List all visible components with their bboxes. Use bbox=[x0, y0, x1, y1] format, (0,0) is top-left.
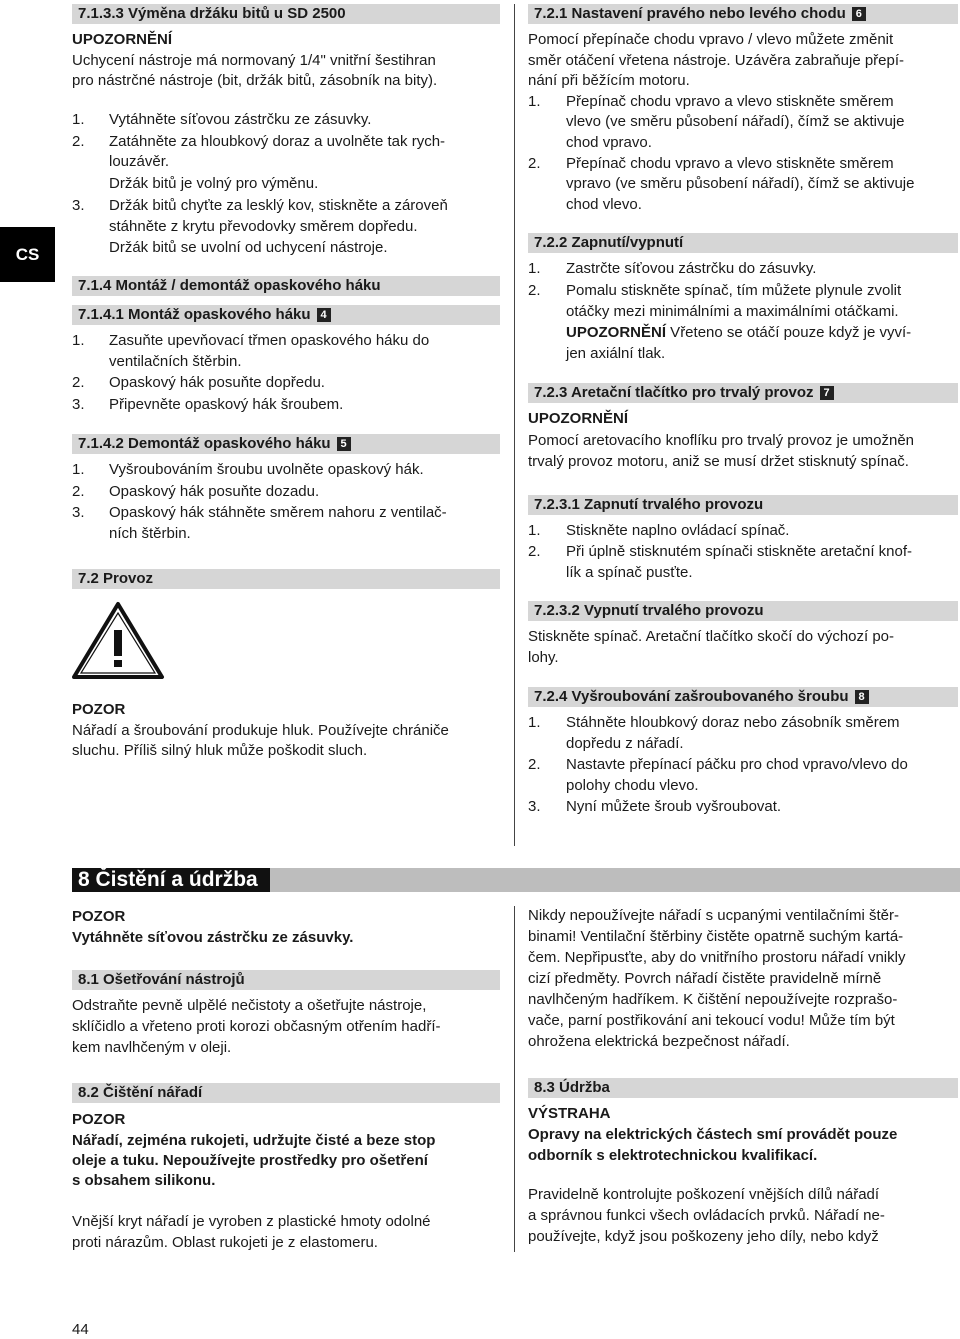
heading-7-1-4-1 bbox=[72, 305, 500, 325]
text-line: čem. Nepřipusťte, aby do vnitřního prostoru nářadí vnikly bbox=[528, 949, 906, 966]
intro-line-2: směr otáčení vřetena nástroje. Uzávěra zabraňuje přepí- bbox=[528, 52, 905, 69]
step-num: 1. bbox=[528, 260, 541, 277]
step-num: 1. bbox=[528, 714, 541, 731]
notice-line-1: Uchycení nástroje má normovaný 1/4" vnitřní šestihran bbox=[72, 52, 436, 69]
step-text: ních štěrbin. bbox=[109, 525, 191, 542]
heading-8-1 bbox=[72, 970, 500, 990]
step-text: Opaskový hák posuňte dozadu. bbox=[109, 483, 320, 500]
caution-label: POZOR bbox=[72, 701, 126, 718]
step-text: Zatáhněte za hloubkový doraz a uvolněte tak rych- bbox=[109, 133, 446, 150]
heading-text: 7.1.3.3 Výměna držáku bitů u SD 2500 bbox=[78, 5, 346, 22]
step-text: Držák bitů se uvolní od uchycení nástroje. bbox=[109, 239, 388, 256]
figure-badge: 5 bbox=[337, 437, 351, 451]
step-text: Připevněte opaskový hák šroubem. bbox=[109, 396, 344, 413]
figure-badge: 7 bbox=[820, 386, 834, 400]
text-line: cizí předměty. Povrch nářadí čistěte pravidelně mírně bbox=[528, 970, 882, 987]
heading-text: 7.2.3.2 Vypnutí trvalého provozu bbox=[534, 602, 764, 619]
heading-7-2-3 bbox=[528, 383, 958, 403]
caution-text: Vytáhněte síťovou zástrčku ze zásuvky. bbox=[72, 929, 354, 946]
step-text: vlevo (ve směru působení nářadí), čímž se aktivuje bbox=[566, 113, 905, 130]
p-8-2-line-2: proti nárazům. Oblast rukojeti je z elastomeru. bbox=[72, 1234, 378, 1251]
step-num: 2. bbox=[72, 483, 85, 500]
heading-7-1-4 bbox=[72, 276, 500, 296]
language-tab: CS bbox=[0, 227, 55, 282]
text-line: binami! Ventilační štěrbiny čistěte opatrně suchým kartá- bbox=[528, 928, 904, 945]
page-number: 44 bbox=[72, 1321, 89, 1338]
p-8-3-line-2: a správnou funkci všech ovládacích prvků. Nářadí ne- bbox=[528, 1207, 885, 1224]
step-text: Stáhněte hloubkový doraz nebo zásobník směrem bbox=[566, 714, 900, 731]
step-text: Přepínač chodu vpravo a vlevo stiskněte směrem bbox=[566, 93, 894, 110]
step-num: 3. bbox=[72, 396, 85, 413]
step-text: dopředu z nářadí. bbox=[566, 735, 684, 752]
heading-text: 7.1.4.1 Montáž opaskového háku bbox=[78, 306, 311, 323]
heading-7-2-4 bbox=[528, 687, 958, 707]
p-8-3-line-3: používejte, když jsou poškozeny jeho díly, nebo když bbox=[528, 1228, 879, 1245]
column-divider bbox=[514, 906, 515, 1252]
notice-label: UPOZORNĚNÍ bbox=[72, 31, 173, 48]
intro-line-3: nání při běžícím motoru. bbox=[528, 72, 690, 89]
caution2-line-1: Nářadí, zejména rukojeti, udržujte čisté a beze stop bbox=[72, 1132, 436, 1149]
heading-text: 7.2.1 Nastavení pravého nebo levého chodu bbox=[534, 5, 846, 22]
heading-7-2-2 bbox=[528, 233, 958, 253]
heading-text: 7.2.3.1 Zapnutí trvalého provozu bbox=[534, 496, 764, 513]
step-num: 2. bbox=[528, 282, 541, 299]
off-line-2: lohy. bbox=[528, 649, 559, 666]
figure-badge: 8 bbox=[855, 690, 869, 704]
heading-text: 7.2 Provoz bbox=[78, 570, 154, 587]
step-num: 2. bbox=[72, 133, 85, 150]
step-num: 2. bbox=[528, 155, 541, 172]
heading-text: 8.2 Čištění nářadí bbox=[78, 1084, 203, 1101]
caution2-line-3: s obsahem silikonu. bbox=[72, 1172, 216, 1189]
off-line-1: Stiskněte spínač. Aretační tlačítko skočí do výchozí po- bbox=[528, 628, 895, 645]
step-text: Držák bitů je volný pro výměnu. bbox=[109, 175, 319, 192]
warning-label: VÝSTRAHA bbox=[528, 1105, 611, 1122]
p-8-1-line-3: kem navlhčeným v oleji. bbox=[72, 1039, 232, 1056]
heading-text: 8.1 Ošetřování nástrojů bbox=[78, 971, 245, 988]
p-8-3-line-1: Pravidelně kontrolujte poškození vnějších dílů nářadí bbox=[528, 1186, 880, 1203]
step-text: vpravo (ve směru působení nářadí), čímž se aktivuje bbox=[566, 175, 915, 192]
caution2-label: POZOR bbox=[72, 1111, 126, 1128]
heading-text: 7.1.4.2 Demontáž opaskového háku bbox=[78, 435, 331, 452]
step-text: otáčky mezi minimálními a maximálními otáčkami. bbox=[566, 303, 899, 320]
step-text: Vyšroubováním šroubu uvolněte opaskový hák. bbox=[109, 461, 424, 478]
step-text: Držák bitů chyťte za lesklý kov, stiskněte a zároveň bbox=[109, 197, 448, 214]
step-text: stáhněte z krytu převodovky směrem dopředu. bbox=[109, 218, 418, 235]
step-num: 1. bbox=[72, 461, 85, 478]
chapter-title: 8 Čistění a údržba bbox=[72, 868, 270, 892]
inline-notice bbox=[566, 323, 911, 344]
step-num: 2. bbox=[528, 543, 541, 560]
chapter-heading-bar bbox=[72, 868, 960, 892]
notice-line-2: pro nástrčné nástroje (bit, držák bitů, zásobník na bity). bbox=[72, 72, 438, 89]
p-8-1-line-2: sklíčidlo a vřeteno proti korozi občasným otřením hadří- bbox=[72, 1018, 441, 1035]
figure-badge: 6 bbox=[852, 7, 866, 21]
heading-7-1-4-2 bbox=[72, 434, 500, 454]
intro-line-1: Pomocí přepínače chodu vpravo / vlevo můžete změnit bbox=[528, 31, 894, 48]
warning-triangle-icon bbox=[70, 600, 166, 680]
text-line: vače, parní postřikování ani tekoucí vodu! Může tím být bbox=[528, 1012, 895, 1029]
heading-text: 7.2.2 Zapnutí/vypnutí bbox=[534, 234, 684, 251]
step-text: polohy chodu vlevo. bbox=[566, 777, 699, 794]
caution2-line-2: oleje a tuku. Nepoužívejte prostředky pro ošetření bbox=[72, 1152, 428, 1169]
inline-notice-label: UPOZORNĚNÍ bbox=[566, 324, 667, 341]
step-num: 3. bbox=[72, 197, 85, 214]
notice-line-2: trvalý provoz motoru, aniž se musí držet stisknutý spínač. bbox=[528, 453, 909, 470]
column-divider bbox=[514, 4, 515, 846]
step-text: chod vlevo. bbox=[566, 196, 642, 213]
step-text: Stiskněte naplno ovládací spínač. bbox=[566, 522, 790, 539]
step-text: Opaskový hák posuňte dopředu. bbox=[109, 374, 325, 391]
inline-notice-text: Vřeteno se otáčí pouze když je vyví- bbox=[666, 324, 912, 341]
text-line: Nikdy nepoužívejte nářadí s ucpanými ventilačními štěr- bbox=[528, 907, 900, 924]
text-line: navlhčeným hadříkem. K čištění nepoužívejte rozprašo- bbox=[528, 991, 898, 1008]
step-num: 1. bbox=[528, 522, 541, 539]
heading-7-2-3-2 bbox=[528, 601, 958, 621]
step-text: Vytáhněte síťovou zástrčku ze zásuvky. bbox=[109, 111, 372, 128]
step-text: lík a spínač pusťte. bbox=[566, 564, 693, 581]
heading-text: 7.2.3 Aretační tlačítko pro trvalý provoz bbox=[534, 384, 814, 401]
step-text: ventilačních štěrbin. bbox=[109, 353, 242, 370]
heading-8-3 bbox=[528, 1078, 958, 1098]
notice-line-1: Pomocí aretovacího knoflíku pro trvalý provoz je umožněn bbox=[528, 432, 915, 449]
inline-notice-text-2: jen axiální tlak. bbox=[566, 345, 666, 362]
step-text: Nyní můžete šroub vyšroubovat. bbox=[566, 798, 782, 815]
step-num: 2. bbox=[72, 374, 85, 391]
step-text: Zastrčte síťovou zástrčku do zásuvky. bbox=[566, 260, 817, 277]
step-text: Opaskový hák stáhněte směrem nahoru z ventilač- bbox=[109, 504, 447, 521]
text-line: ohrožena elektrická bezpečnost nářadí. bbox=[528, 1033, 790, 1050]
notice-label: UPOZORNĚNÍ bbox=[528, 410, 629, 427]
warning-line-2: odborník s elektrotechnickou kvalifikací. bbox=[528, 1147, 818, 1164]
caution-line-2: sluchu. Příliš silný hluk může poškodit sluch. bbox=[72, 742, 368, 759]
step-text: Pomalu stiskněte spínač, tím můžete plynule zvolit bbox=[566, 282, 902, 299]
step-text: Zasuňte upevňovací třmen opaskového háku do bbox=[109, 332, 430, 349]
heading-8-2 bbox=[72, 1083, 500, 1103]
figure-badge: 4 bbox=[317, 308, 331, 322]
heading-text: 7.2.4 Vyšroubování zašroubovaného šroubu bbox=[534, 688, 849, 705]
step-text: louzávěr. bbox=[109, 153, 170, 170]
step-text: Při úplně stisknutém spínači stiskněte aretační knof- bbox=[566, 543, 912, 560]
step-num: 3. bbox=[72, 504, 85, 521]
warning-line-1: Opravy na elektrických částech smí provádět pouze bbox=[528, 1126, 898, 1143]
heading-text: 7.1.4 Montáž / demontáž opaskového háku bbox=[78, 277, 381, 294]
heading-7-1-3-3 bbox=[72, 4, 500, 24]
caution-line-1: Nářadí a šroubování produkuje hluk. Používejte chrániče bbox=[72, 722, 449, 739]
step-text: Nastavte přepínací páčku pro chod vpravo/vlevo do bbox=[566, 756, 908, 773]
p-8-1-line-1: Odstraňte pevně ulpělé nečistoty a ošetřujte nástroje, bbox=[72, 997, 427, 1014]
step-num: 2. bbox=[528, 756, 541, 773]
heading-7-2-3-1 bbox=[528, 495, 958, 515]
step-num: 1. bbox=[72, 111, 85, 128]
caution-label: POZOR bbox=[72, 908, 126, 925]
heading-7-2 bbox=[72, 569, 500, 589]
p-8-2-line-1: Vnější kryt nářadí je vyroben z plastické hmoty odolné bbox=[72, 1213, 431, 1230]
step-num: 1. bbox=[72, 332, 85, 349]
step-text: chod vpravo. bbox=[566, 134, 652, 151]
step-num: 3. bbox=[528, 798, 541, 815]
step-num: 1. bbox=[528, 93, 541, 110]
step-text: Přepínač chodu vpravo a vlevo stiskněte směrem bbox=[566, 155, 894, 172]
heading-7-2-1 bbox=[528, 4, 958, 24]
heading-text: 8.3 Údržba bbox=[534, 1079, 610, 1096]
